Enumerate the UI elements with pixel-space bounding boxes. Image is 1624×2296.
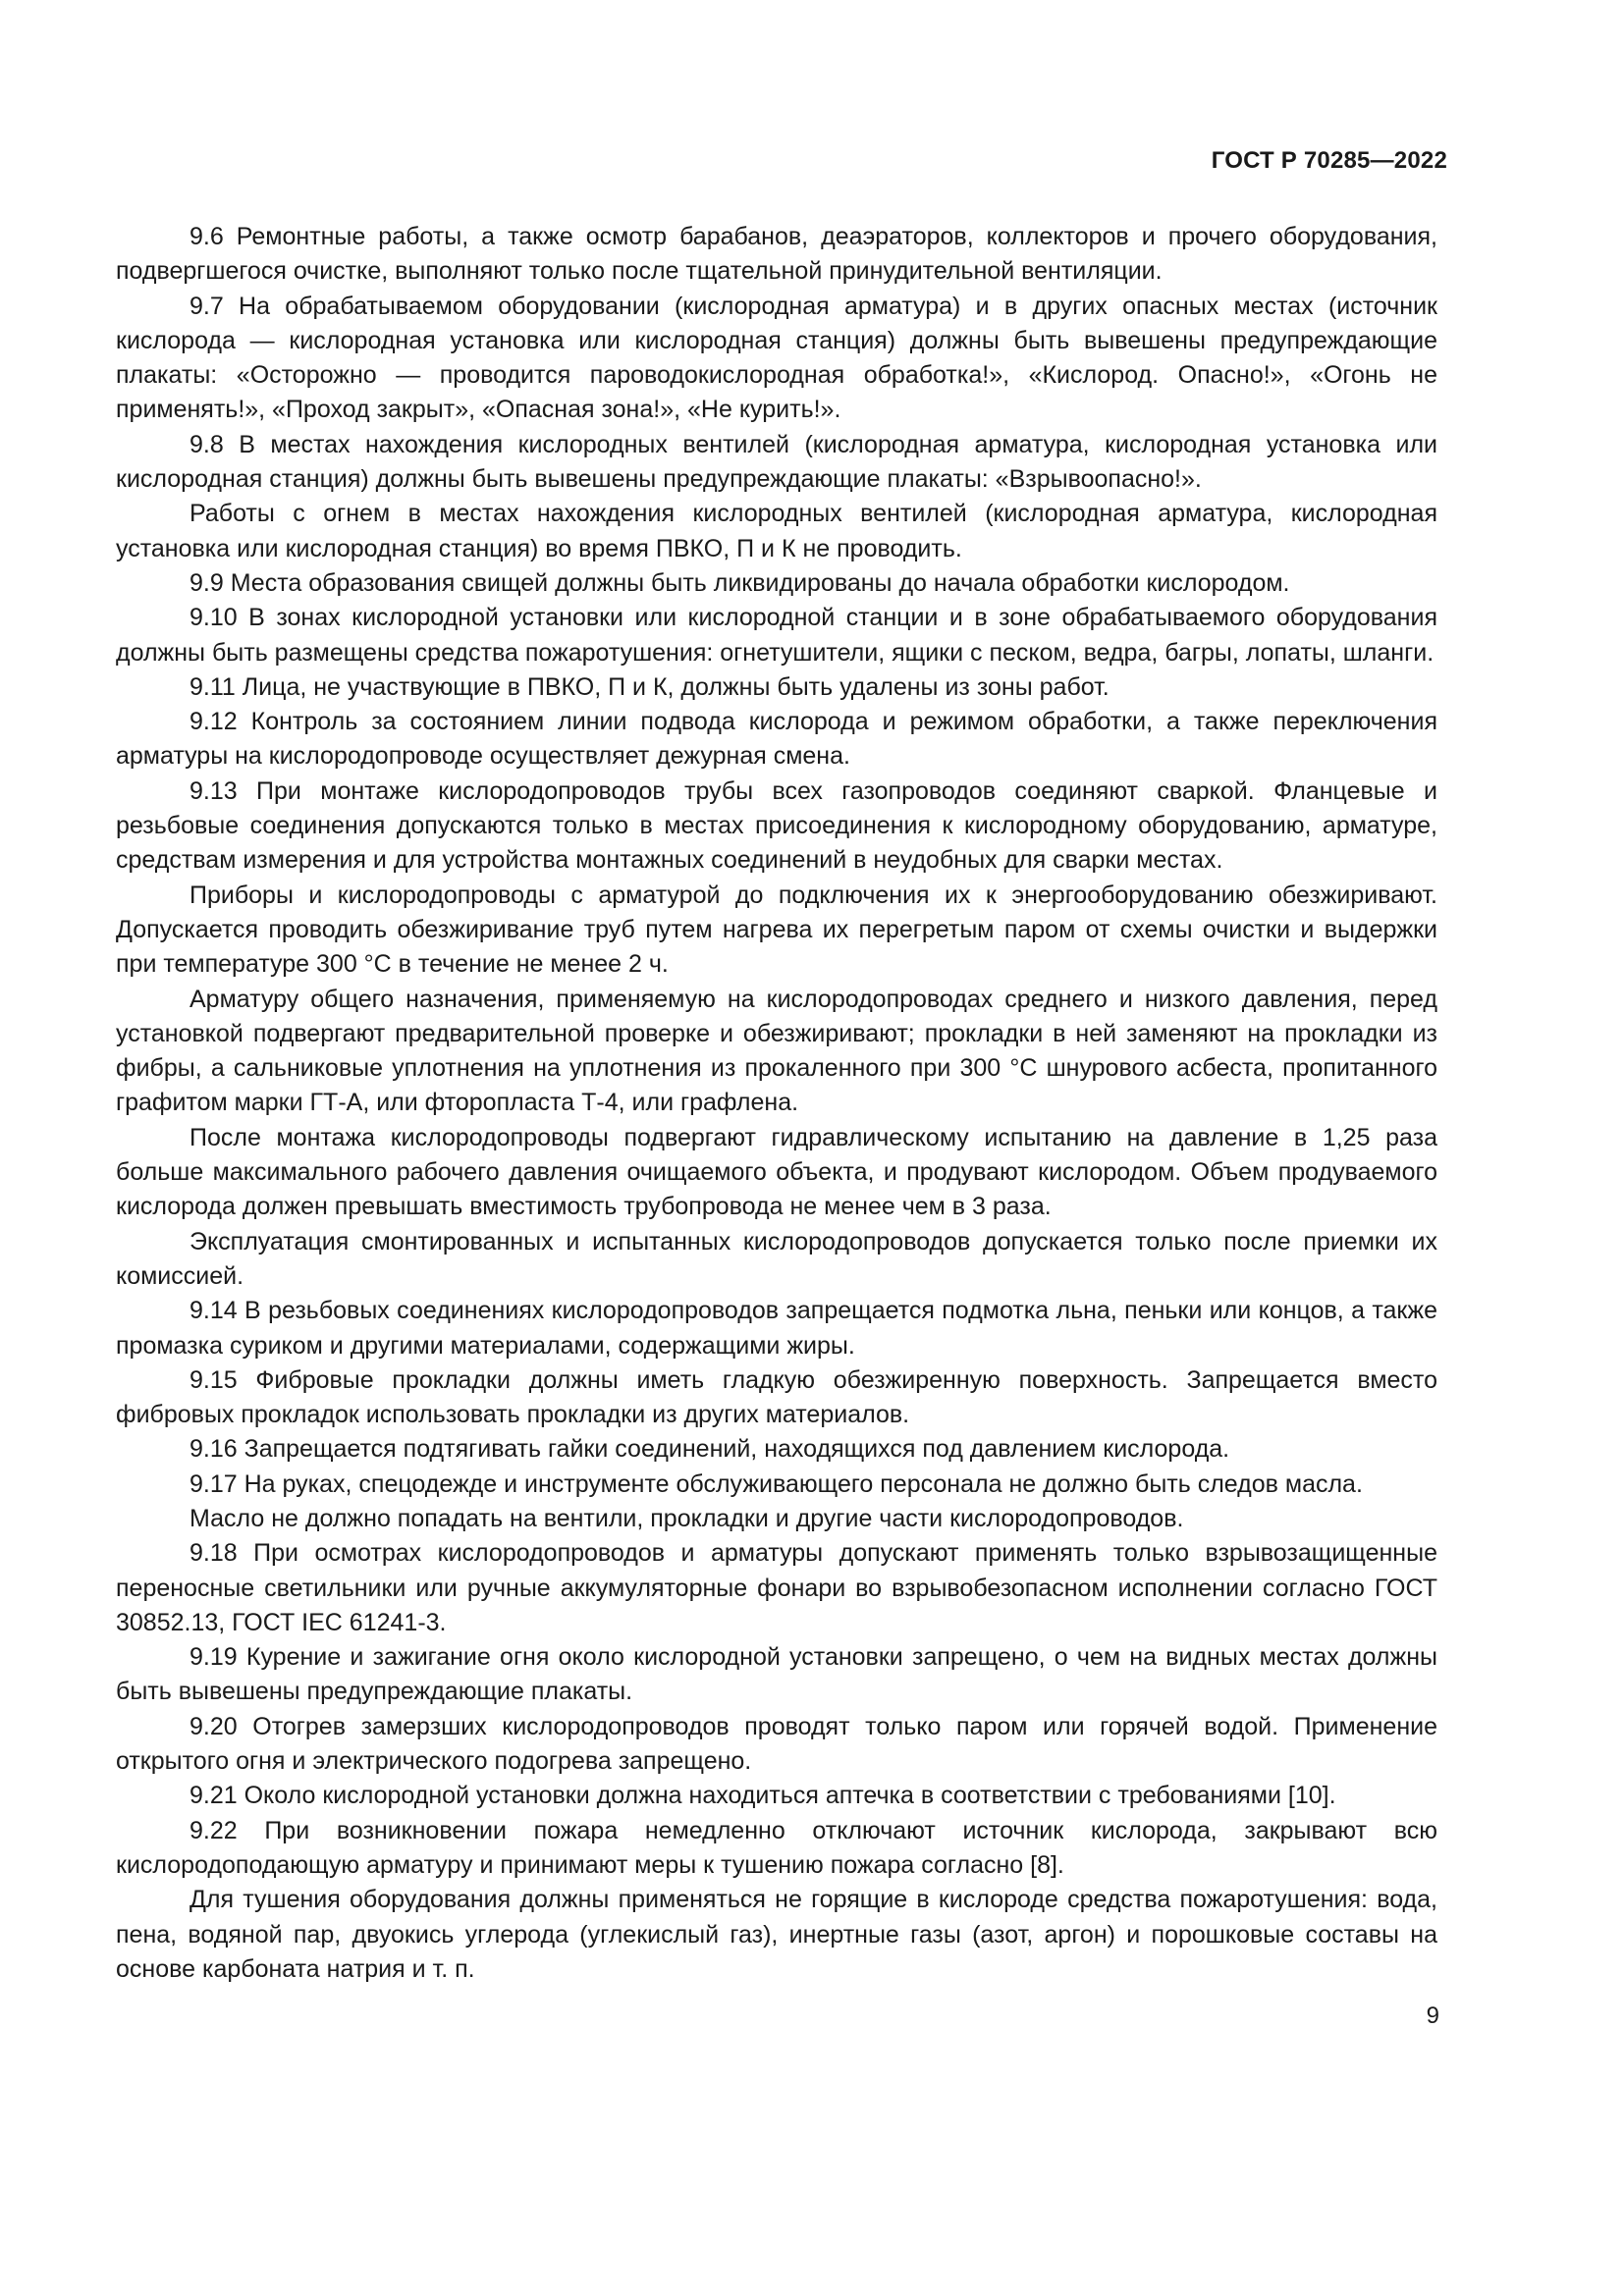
paragraph-9-13-acceptance: Эксплуатация смонтированных и испытанных кислородопроводов допускается только после приемки их комиссией. xyxy=(116,1227,1437,1290)
paragraph-9-17: 9.17 На руках, спецодежде и инструменте обслуживающего персонала не должно быть следов масла. xyxy=(189,1469,1363,1498)
page-number: 9 xyxy=(1426,2002,1439,2029)
paragraph-9-8: 9.8 В местах нахождения кислородных вентилей (кислородная арматура, кислородная установка или кислородная станция) должны быть вывешены предупреждающие плакаты: «Взрывоопасно!». xyxy=(116,430,1437,494)
paragraph-9-7: 9.7 На обрабатываемом оборудовании (кислородная арматура) и в других опасных местах (источник кислорода — кислородная установка или кислородная станция) должны быть вывешены предупреждающие плакаты: «Осторожно — проводится пароводокислородная обработка!», «Кислород. Опасно!», «Огонь не применять!», «Проход закрыт», «Опасная зона!», «Не курить!». xyxy=(116,292,1437,424)
paragraph-9-9: 9.9 Места образования свищей должны быть ликвидированы до начала обработки кислородом. xyxy=(189,568,1290,597)
paragraph-9-22-extinguishing: Для тушения оборудования должны применяться не горящие в кислороде средства пожаротушения: вода, пена, водяной пар, двуокись углерода (углекислый газ), инертные газы (азот, аргон) и порошковые составы на основе карбоната натрия и т. п. xyxy=(116,1886,1437,1983)
paragraph-9-17-oil: Масло не должно попадать на вентили, прокладки и другие части кислородопроводов. xyxy=(189,1504,1184,1532)
paragraph-9-14: 9.14 В резьбовых соединениях кислородопроводов запрещается подмотка льна, пеньки или концов, а также промазка суриком и другими материалами, содержащими жиры. xyxy=(116,1297,1437,1360)
paragraph-9-12: 9.12 Контроль за состоянием линии подвода кислорода и режимом обработки, а также переключения арматуры на кислородопроводе осуществляет дежурная смена. xyxy=(116,708,1437,771)
paragraph-9-11: 9.11 Лица, не участвующие в ПВКО, П и К, должны быть удалены из зоны работ. xyxy=(189,672,1110,701)
document-body xyxy=(116,220,1437,1987)
standard-id-header: ГОСТ Р 70285—2022 xyxy=(1211,147,1447,174)
paragraph-9-19: 9.19 Курение и зажигание огня около кислородной установки запрещено, о чем на видных местах должны быть вывешены предупреждающие плакаты. xyxy=(116,1643,1437,1706)
paragraph-9-16: 9.16 Запрещается подтягивать гайки соединений, находящихся под давлением кислорода. xyxy=(189,1435,1230,1464)
paragraph-9-6: 9.6 Ремонтные работы, а также осмотр барабанов, деаэраторов, коллекторов и прочего оборудования, подвергшегося очистке, выполняют только после тщательной принудительной вентиляции. xyxy=(116,223,1437,286)
paragraph-9-13-fittings: Арматуру общего назначения, применяемую на кислородопроводах среднего и низкого давления, перед установкой подвергают предварительной проверке и обезжиривают; прокладки в ней заменяют на прокладки из фибры, а сальниковые уплотнения на уплотнения из прокаленного при 300 °С шнурового асбеста, пропитанного графитом марки ГТ-А, или фторопласта Т-4, или графлена. xyxy=(116,985,1437,1117)
paragraph-9-8-fire-work: Работы с огнем в местах нахождения кислородных вентилей (кислородная арматура, кислородная установка или кислородная станция) во время ПВКО, П и К не проводить. xyxy=(116,500,1437,562)
paragraph-9-13: 9.13 При монтаже кислородопроводов трубы всех газопроводов соединяют сваркой. Фланцевые и резьбовые соединения допускаются только в местах присоединения к кислородному оборудованию, арматуре, средствам измерения и для устройства монтажных соединений в неудобных для сварки местах. xyxy=(116,776,1437,875)
paragraph-9-21: 9.21 Около кислородной установки должна находиться аптечка в соответствии с требованиями [10]. xyxy=(189,1782,1336,1810)
paragraph-9-22: 9.22 При возникновении пожара немедленно отключают источник кислорода, закрывают всю кислородоподающую арматуру и принимают меры к тушению пожара согласно [8]. xyxy=(116,1816,1437,1879)
paragraph-9-18: 9.18 При осмотрах кислородопроводов и арматуры допускают применять только взрывозащищенные переносные светильники или ручные аккумуляторные фонари во взрывобезопасном исполнении согласно ГОСТ 30852.13, ГОСТ IEC 61241-3. xyxy=(116,1539,1437,1636)
paragraph-9-20: 9.20 Отогрев замерзших кислородопроводов проводят только паром или горячей водой. Применение открытого огня и электрического подогрева запрещено. xyxy=(116,1712,1437,1776)
paragraph-9-13-degreasing: Приборы и кислородопроводы с арматурой до подключения их к энергооборудованию обезжиривают. Допускается проводить обезжиривание труб путем нагрева их перегретым паром от схемы очистки и выдержки при температуре 300 °С в течение не менее 2 ч. xyxy=(116,881,1437,979)
paragraph-9-10: 9.10 В зонах кислородной установки или кислородной станции и в зоне обрабатываемого оборудования должны быть размещены средства пожаротушения: огнетушители, ящики с песком, ведра, багры, лопаты, шланги. xyxy=(116,604,1437,667)
paragraph-9-15: 9.15 Фибровые прокладки должны иметь гладкую обезжиренную поверхность. Запрещается вместо фибровых прокладок использовать прокладки из других материалов. xyxy=(116,1365,1437,1429)
paragraph-9-13-testing: После монтажа кислородопроводы подвергают гидравлическому испытанию на давление в 1,25 раза больше максимального рабочего давления очищаемого объекта, и продувают кислородом. Объем продуваемого кислорода должен превышать вместимость трубопровода не менее чем в 3 раза. xyxy=(116,1123,1437,1221)
